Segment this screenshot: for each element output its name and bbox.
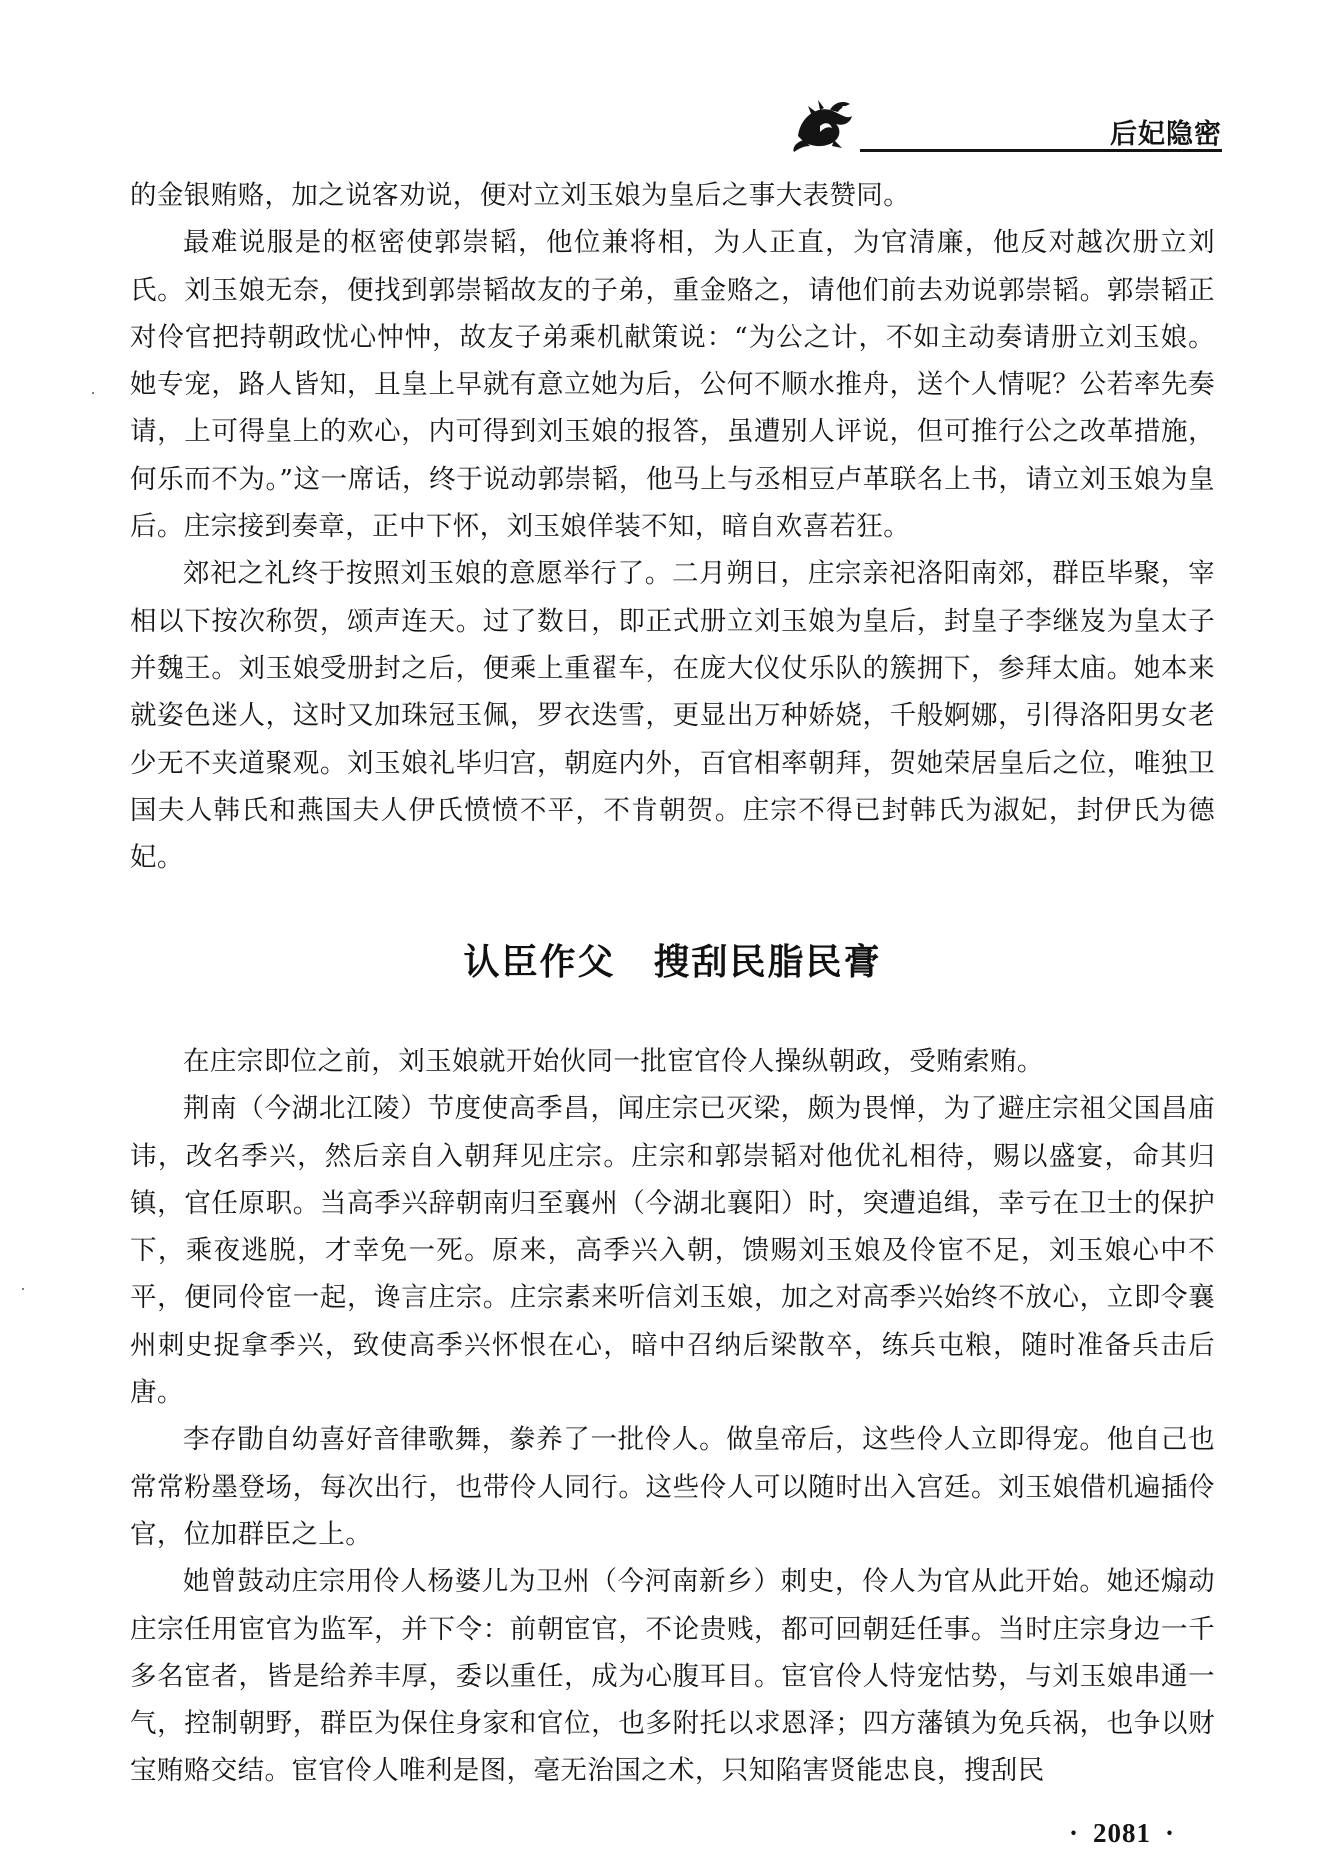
paragraph: 荆南（今湖北江陵）节度使高季昌，闻庄宗已灭梁，颇为畏惮，为了避庄宗祖父国昌庙讳，改名季兴，然后亲自入朝拜见庄宗。庄宗和郭崇韬对他优礼相待，赐以盛宴，命其归镇，官任原职。当高季兴辞朝南归至襄州（今湖北襄阳）时，突遭追缉，幸亏在卫士的保护下，乘夜逃脱，才幸免一死。原来，高季兴入朝，馈赐刘玉娘及伶宦不足，刘玉娘心中不平，便同伶宦一起，谗言庄宗。庄宗素来听信刘玉娘，加之对高季兴始终不放心，立即令襄州刺史捉拿季兴，致使高季兴怀恨在心，暗中召纳后梁散卒，练兵屯粮，随时准备兵击后唐。 — [130, 1093, 1215, 1409]
dragon-emblem-icon — [790, 96, 860, 154]
running-header — [790, 96, 1222, 156]
paragraph: 郊祀之礼终于按照刘玉娘的意愿举行了。二月朔日，庄宗亲祀洛阳南郊，群臣毕聚，宰相以下按次称贺，颂声连天。过了数日，即正式册立刘玉娘为皇后，封皇子李继岌为皇太子并魏王。刘玉娘受册封之后，便乘上重翟车，在庞大仪仗乐队的簇拥下，参拜太庙。她本来就姿色迷人，这时又加珠冠玉佩，罗衣迭雪，更显出万种娇娆，千般婀娜，引得洛阳男女老少无不夹道聚观。刘玉娘礼毕归宫，朝庭内外，百官相率朝拜，贺她荣居皇后之位，唯独卫国夫人韩氏和燕国夫人伊氏愤愤不平，不肯朝贺。庄宗不得已封韩氏为淑妃，封伊氏为德妃。 — [130, 558, 1215, 874]
section-heading: 认臣作父 搜刮民脂民膏 — [463, 942, 882, 983]
running-header-title: 后妃隐密 — [1110, 119, 1222, 150]
paragraph: 她曾鼓动庄宗用伶人杨婆儿为卫州（今河南新乡）刺史，伶人为官从此开始。她还煽动庄宗任用宦官为监军，并下令：前朝宦官，不论贵贱，都可回朝廷任事。当时庄宗身边一千多名宦者，皆是给养丰厚，委以重任，成为心腹耳目。宦官伶人恃宠怙势，与刘玉娘串通一气，控制朝野，群臣为保住身家和官位，也多附托以求恩泽；四方藩镇为免兵祸，也争以财宝贿赂交结。宦官伶人唯利是图，毫无治国之术，只知陷害贤能忠良，搜刮民 — [130, 1566, 1215, 1787]
page-number: 2081 — [1093, 1818, 1152, 1848]
paragraph: 的金银贿赂，加之说客劝说，便对立刘玉娘为皇后之事大表赞同。 — [130, 180, 911, 211]
page-number-bullet-left: · — [1069, 1818, 1080, 1848]
page-number-bullet-right: · — [1165, 1818, 1176, 1848]
text-block-top — [130, 172, 1215, 881]
text-block-bottom — [130, 1038, 1215, 1795]
paragraph: 在庄宗即位之前，刘玉娘就开始伙同一批宦官伶人操纵朝政，受贿索贿。 — [183, 1046, 1044, 1077]
paragraph: 李存勖自幼喜好音律歌舞，豢养了一批伶人。做皇帝后，这些伶人立即得宠。他自己也常常粉墨登场，每次出行，也带伶人同行。这些伶人可以随时出入宫廷。刘玉娘借机遍插伶官，位加群臣之上。 — [130, 1424, 1215, 1550]
scan-speck — [22, 1288, 24, 1290]
scan-speck — [92, 392, 94, 394]
page-number-footer — [1055, 1818, 1189, 1849]
paragraph: 最难说服是的枢密使郭崇韬，他位兼将相，为人正直，为官清廉，他反对越次册立刘氏。刘玉娘无奈，便找到郭崇韬故友的子弟，重金赂之，请他们前去劝说郭崇韬。郭崇韬正对伶官把持朝政忧心忡忡，故友子弟乘机献策说：“为公之计，不如主动奏请册立刘玉娘。她专宠，路人皆知，且皇上早就有意立她为后，公何不顺水推舟，送个人情呢？公若率先奏请，上可得皇上的欢心，内可得到刘玉娘的报答，虽遭别人评说，但可推行公之改革措施，何乐而不为。”这一席话，终于说动郭崇韬，他马上与丞相豆卢革联名上书，请立刘玉娘为皇后。庄宗接到奏章，正中下怀，刘玉娘佯装不知，暗自欢喜若狂。 — [130, 227, 1215, 543]
